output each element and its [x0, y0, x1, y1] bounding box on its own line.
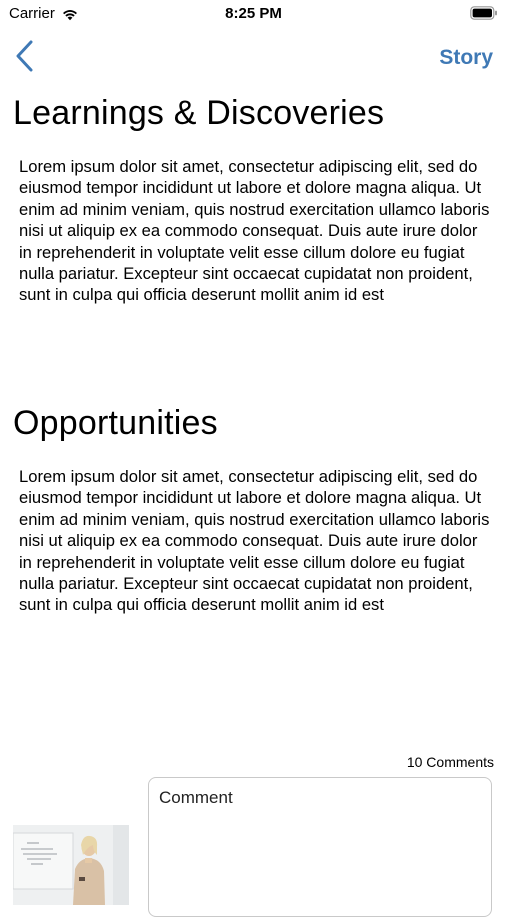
- story-thumbnail[interactable]: [13, 825, 129, 905]
- comments-count[interactable]: 10 Comments: [406, 754, 494, 770]
- thumbnail-image: [13, 825, 129, 905]
- status-bar: [0, 0, 507, 30]
- nav-bar: [0, 30, 507, 82]
- nav-story-button[interactable]: Story: [439, 46, 493, 69]
- section-heading-opportunities: Opportunities: [13, 404, 218, 442]
- section-body-opportunities: Lorem ipsum dolor sit amet, consectetur adipiscing elit, sed do eiusmod tempor incididunt ut labore et dolore magna aliqua. Ut enim ad minim veniam, quis nostrud exercitation ullamco laboris nisi ut aliquip ex ea commodo consequat. Duis aute irure dolor in reprehenderit in voluptate velit esse cillum dolore eu fugiat nulla pariatur. Excepteur sint occaecat cupidatat non proident, sunt in culpa qui officia deserunt mollit anim id est: [19, 467, 490, 615]
- comment-input[interactable]: [148, 777, 492, 917]
- battery-icon: [470, 6, 498, 20]
- section-body-learnings: Lorem ipsum dolor sit amet, consectetur adipiscing elit, sed do eiusmod tempor incididunt ut labore et dolore magna aliqua. Ut enim ad minim veniam, quis nostrud exercitation ullamco laboris nisi ut aliquip ex ea commodo consequat. Duis aute irure dolor in reprehenderit in voluptate velit esse cillum dolore eu fugiat nulla pariatur. Excepteur sint occaecat cupidatat non proident, sunt in culpa qui officia deserunt mollit anim id est: [19, 157, 490, 305]
- chevron-left-icon[interactable]: [12, 38, 40, 74]
- section-heading-learnings: Learnings & Discoveries: [13, 94, 385, 132]
- carrier-label: Carrier: [9, 5, 55, 22]
- status-time: 8:25 PM: [225, 5, 282, 22]
